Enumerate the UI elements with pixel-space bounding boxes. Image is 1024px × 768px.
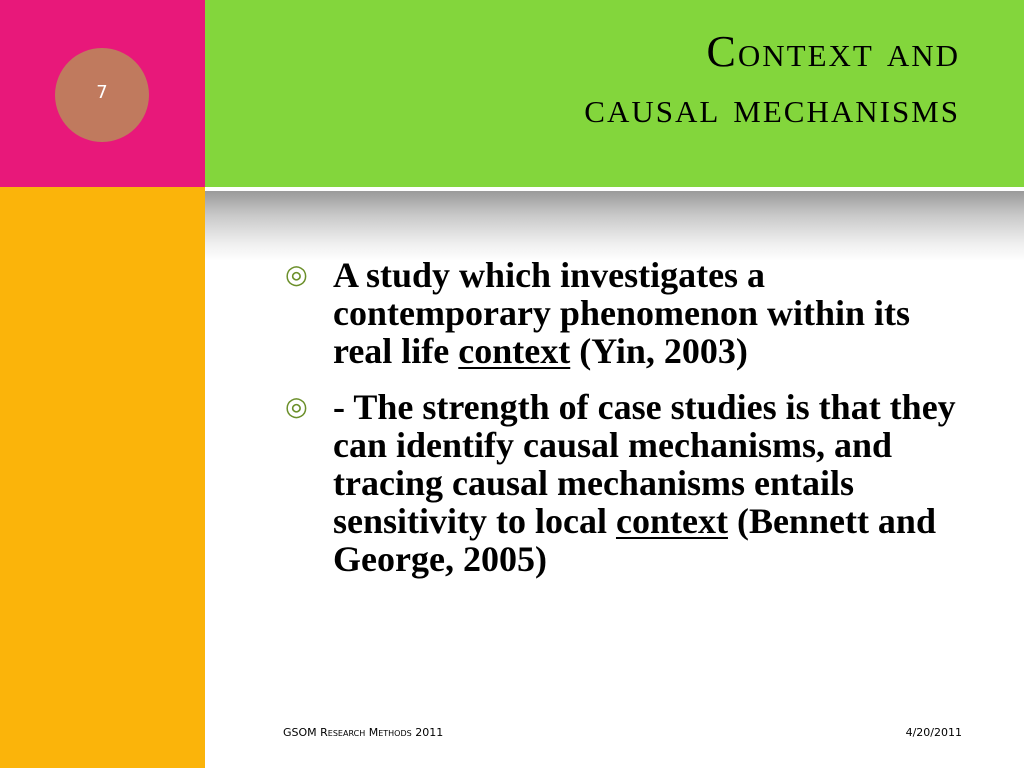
bullet-text-start: - The strength of case studies is that they can identify causal mechanisms, and tracing causal mechanisms entails sensitivity to local (333, 387, 956, 541)
slide-title (584, 24, 960, 136)
bullet-list (285, 256, 965, 596)
underlined-term: context (458, 331, 571, 371)
bullet-item (285, 388, 965, 578)
circled-ring-bullet-icon: ◎ (285, 392, 308, 422)
slide-number-badge (55, 48, 149, 142)
bullet-text-start: A study which investigates a contemporary phenomenon within its real life (333, 255, 911, 371)
slide-number: 7 (96, 82, 108, 103)
slide-title-line-2: causal mechanisms (584, 83, 960, 132)
footer-date: 4/20/2011 (905, 726, 962, 739)
side-strip (0, 187, 205, 768)
shadow-band (205, 191, 1024, 261)
bullet-text-end: (Bennett and George, 2005) (333, 501, 936, 579)
footer-course: GSOM Research Methods 2011 (283, 726, 444, 739)
slide-title-line-1: Context and (706, 27, 960, 76)
bullet-text-end: (Yin, 2003) (570, 331, 748, 371)
bullet-text (333, 388, 965, 578)
underlined-term: context (615, 501, 728, 541)
circled-ring-bullet-icon: ◎ (285, 260, 308, 290)
bullet-text (333, 256, 965, 370)
bullet-item (285, 256, 965, 370)
